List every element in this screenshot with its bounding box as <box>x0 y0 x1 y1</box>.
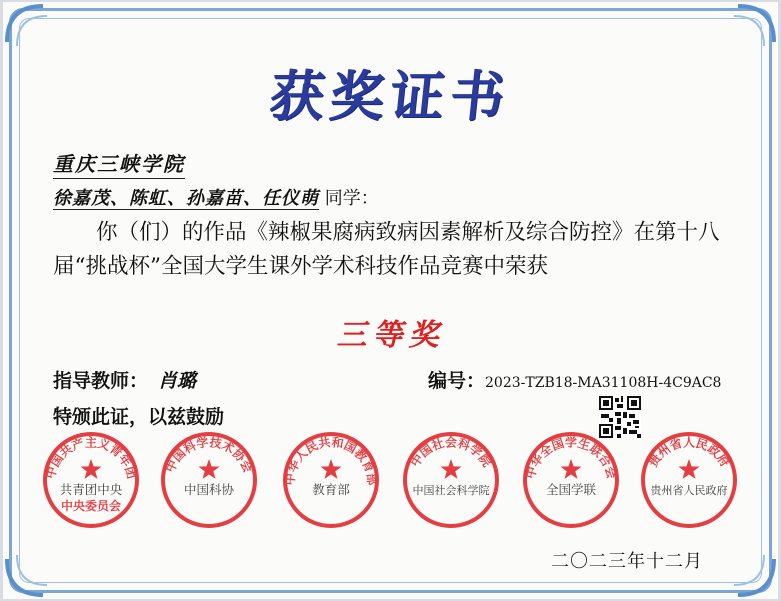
official-seal <box>39 430 143 530</box>
seal-star-icon <box>679 459 700 479</box>
seal-center-text: 全国学联 <box>545 482 597 497</box>
seal-bottom-text: 中央委员会 <box>60 499 122 513</box>
seal-star-icon <box>199 459 220 479</box>
school-name: 重庆三峡学院 <box>53 148 185 179</box>
recipients-suffix: 同学： <box>324 188 379 209</box>
recipients-line <box>53 184 379 210</box>
seal-center-text: 共青团中央 <box>59 482 123 497</box>
advisor-line <box>53 366 196 393</box>
seal-ring-text: 中华全国学生联合会 <box>523 435 619 481</box>
serial-label: 编号： <box>428 370 486 392</box>
seal-star-icon <box>561 459 582 479</box>
recipient-names: 徐嘉茂、陈虹、孙嘉苗、任仪萌 <box>53 188 319 209</box>
official-seals <box>39 430 749 530</box>
conclusion-text: 特颁此证，以兹鼓励 <box>53 406 225 428</box>
advisor-name: 肖璐 <box>158 370 197 392</box>
corner-ornament-icon <box>3 539 63 599</box>
official-seal <box>519 430 623 530</box>
official-seal <box>157 430 261 530</box>
seal-center-text: 中国社会科学院 <box>412 484 490 497</box>
seal-star-icon <box>441 459 462 479</box>
seal-center-text: 教育部 <box>312 482 350 497</box>
issue-date: 二〇二三年十二月 <box>551 551 703 572</box>
advisor-label: 指导教师： <box>53 370 149 392</box>
serial-number: 2023-TZB18-MA31108H-4C9AC8 <box>485 375 722 391</box>
seal-star-icon <box>81 459 102 479</box>
seal-ring-text: 中国共产主义青年团 <box>43 435 139 481</box>
seal-ring-text: 中华人民共和国教育部 <box>282 435 380 486</box>
seal-ring-text: 中国社会科学院 <box>407 435 495 470</box>
serial-line <box>428 366 721 393</box>
seal-star-icon <box>321 459 342 479</box>
seal-center-text: 贵州省人民政府 <box>650 484 728 497</box>
seal-ring-text: 中国科学技术协会 <box>162 435 256 475</box>
official-seal <box>637 430 741 530</box>
official-seal <box>399 430 503 530</box>
award-statement: 你（们）的作品《辣椒果腐病致病因素解析及综合防控》在第十八届“挑战杯”全国大学生课外学术科技作品竞赛中荣获 <box>53 220 720 279</box>
certificate <box>3 2 778 599</box>
official-seal <box>279 430 383 530</box>
award-level: 三等奖 <box>336 318 445 353</box>
corner-ornament-icon <box>3 2 63 62</box>
seal-center-text: 中国科协 <box>183 482 235 497</box>
corner-ornament-icon <box>718 2 778 62</box>
corner-ornament-icon <box>718 539 778 599</box>
certificate-title: 获奖证书 <box>266 65 514 128</box>
seal-ring-text: 贵州省人民政府 <box>645 435 733 470</box>
